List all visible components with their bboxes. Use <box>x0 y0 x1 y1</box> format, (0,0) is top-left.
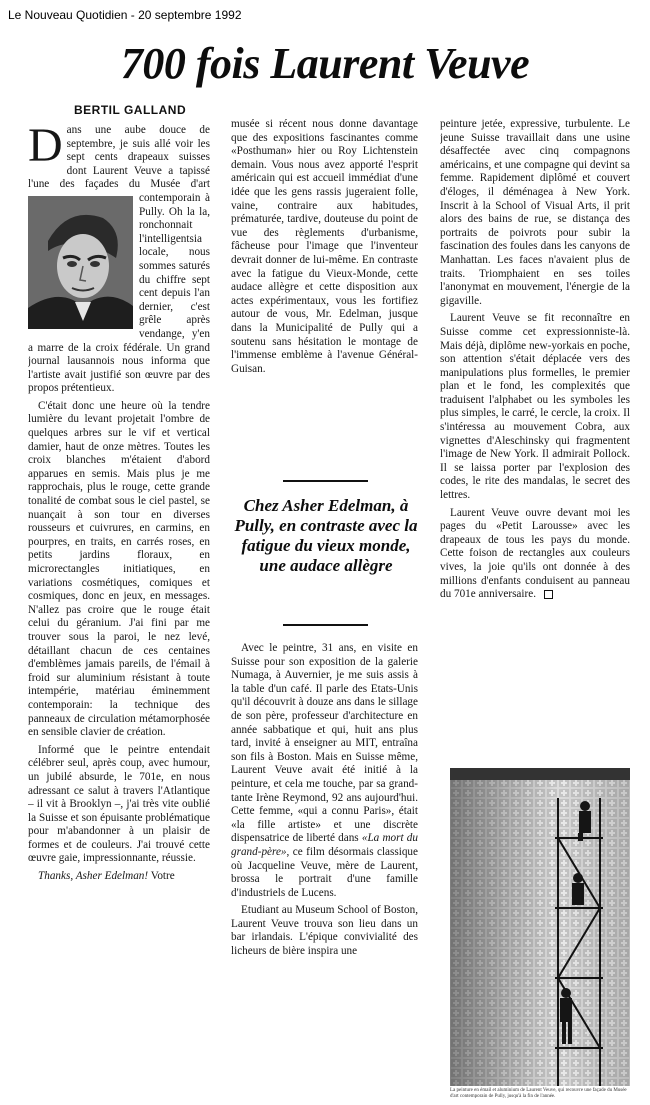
photo-caption: La peinture en émail et aluminium de Laurent Veuve, qui recouvre une façade du Musée d'art contemporain de Pully, jusqu'à la fin de l'année. <box>450 1088 627 1099</box>
article-column-3 <box>440 118 630 758</box>
source-line: Le Nouveau Quotidien - 20 septembre 1992 <box>8 8 242 22</box>
article-title: 700 fois Laurent Veuve <box>120 39 530 88</box>
paragraph: Etudiant au Museum School of Boston, Laurent Veuve trouva son lieu dans un bar irlandais. L'épique convivialité des licheurs de bière inspira une <box>231 904 418 958</box>
paragraph <box>28 124 210 396</box>
paragraph: peinture jetée, expressive, turbulente. Le jeune Suisse travaillait dans une usine désaffectée avec cinq compagnons américains, et une compagne qui devint sa femme. Rapidement diplômé et couvert d'éloges, il déménagea à New York. Inscrit à la School of Visual Arts, il prit alors des bains de rue, se distança des portraits de poivrots pour subir la fascination des foules dans les canyons de Manhattan. Les faces n'avaient plus de traits. Triomphaient en ses toiles l'anonymat en mouvement, l'énergie de la gigaville. <box>440 118 630 307</box>
film-title: «La mort du grand-père» <box>231 832 418 858</box>
article-column-2 <box>231 118 418 478</box>
drop-cap: D <box>28 124 63 172</box>
end-of-article-mark <box>544 590 553 599</box>
paragraph <box>28 870 210 884</box>
paragraph <box>231 642 418 900</box>
paragraph <box>440 507 630 602</box>
article-column-1 <box>28 124 210 1104</box>
paragraph: Laurent Veuve se fit reconnaître en Suisse comme cet expressionniste-là. Mais déjà, diplôme new-yorkais en poche, son attention s'était déplacée vers des manipulations plus formelles, le premier plan et le fond, les complexités que traduisent l'alphabet ou les symboles les plus simples, le carré, le cercle, la croix. Il s'intéressa au mouvement Cobra, aux vignettes d'Aleschinsky qui fragmentent l'image de New York. Il admirait Pollock. Il se laissa porter par l'explosion des codes, le rite des mandalas, le secret des lettres. <box>440 312 630 502</box>
paragraph-text: Votre <box>148 870 175 883</box>
paragraph-text: , ce film désormais classique où Jacqueline Veuve, mère de Laurent, brossa le portrait d'une famille d'industriels de Lucens. <box>231 845 418 899</box>
paragraph: C'était donc une heure où la tendre lumière du levant projetait l'ombre de quelques arbres sur le vif et vertical damier, haut de onze mètres. Toutes les croix blanches m'étaient d'abord apparues en semis. Mais plus je me rapprochais, plus le rouge, cette grande tonalité de combat sous le ciel pastel, se nuançait à son tour en diverses rousseurs et cuivrures, en carmins, en pourpres, en traits, en carrés roses, en petits jardins floraux, en microrectangles initiatiques, en variations cosmétiques, comiques et cosmiques, donc en jeux, en messages. N'allez pas croire que le rouge était celui du géranium. J'ai fini par me trouver sous la paroi, le nez levé, détaillant chacun de ces centaines d'emblèmes jamais pareils, de l'émail à froid sur aluminium résistant à toute intempérie, matériau éminemment contemporain: la technique des panneaux de circulation métamorphosée en sensible clavier de création. <box>28 399 210 739</box>
paragraph-text: Avec le peintre, 31 ans, en visite en Suisse pour son exposition de la galerie Numaga, à Auvernier, je me suis assis à la table d'un café. Il parle des Etats-Unis qu'il découvrit à douze ans dans le sillage de son père, professeur d'architecture en année sabbatique et qui, huit ans plus tard, invité à enseigner au MIT, entraîna son fils à Boston. Mais en Suisse même, Laurent Veuve avait été initié à la peinture, et cela me touche, par sa grand-tante Irène Reymond, 92 ans aujourd'hui. Cette femme, «qui a connu Paris», était «la fille artiste» et une discrète dispensatrice de liberté dans <box>231 642 418 845</box>
paragraph-text: du Musée d'art contemporain à Pully. Oh la la, ronchonnait l'intelligentsia locale, nous sommes saturés du chiffre sept cent depuis l'an dernier, c'est grêle après vendange, y'en a marre de la croix fédérale. Un grand journal lausannois nous informa que l'artiste avait justifié son œuvre par des propos prétentieux. <box>28 178 210 395</box>
paragraph-text: ans une aube douce de septembre, je suis allé voir les sept cents drapeaux suisses dont Laurent Veuve a tapissé l'une des façades <box>28 124 210 191</box>
paragraph-text: Laurent Veuve ouvre devant moi les pages du «Petit Larousse» avec les drapeaux de tous les pays du monde. Cette foison de rectangles aux couleurs vives, la joie qu'ils ont donnée à des millions d'enfants conduisent au panneau du 701e anniversaire. <box>440 506 630 601</box>
article-column-2-continued <box>231 642 418 1102</box>
pull-quote-rule-bottom <box>283 624 368 626</box>
author-portrait-image <box>28 196 133 329</box>
paragraph: Informé que le peintre entendait célébrer seul, après coup, avec humour, un jubilé absurde, le 701e, en nous adressant ce salut à travers l'Atlantique – il vit à Brooklyn –, j'ai très vite oublié la Suisse et son épuisante problématique pour m'abandonner à un plaisir de formes et de couleurs. J'ai trouvé cette œuvre gaie, impressionnante, réussie. <box>28 743 210 865</box>
pull-quote-rule-top <box>283 480 368 482</box>
paragraph: musée si récent nous donne davantage que des expositions fascinantes comme «Posthuman» hier ou Roy Lichtenstein demain. Vous nous avez apporté l'esprit américain qui est accueil immédiat d'une idée que les gens rassis jugeraient folle, vaine, contraire aux habitudes, prématurée, tardive, douteuse du point de vue des règlements d'urbanisme, fâcheuse pour l'image que l'inventeur devrait donner de lui-même. En contraste avec la fatigue du Vieux-Monde, cette audace allègre et cette disposition aux actes expérimentaux, vous les fortifiez autour de vous, Mr. Edelman, jusque dans la Municipalité de Pully qui a soutenu sans hésitation le montage de l'immense emblème à l'avenue Général-Guisan. <box>231 118 418 375</box>
italic-phrase: Thanks, Asher Edelman! <box>38 870 149 883</box>
pull-quote: Chez Asher Edelman, à Pully, en contraste avec la fatigue du vieux monde, une audace allègre <box>234 496 418 575</box>
facade-photo <box>450 768 630 1086</box>
author-byline: BERTIL GALLAND <box>74 103 187 117</box>
